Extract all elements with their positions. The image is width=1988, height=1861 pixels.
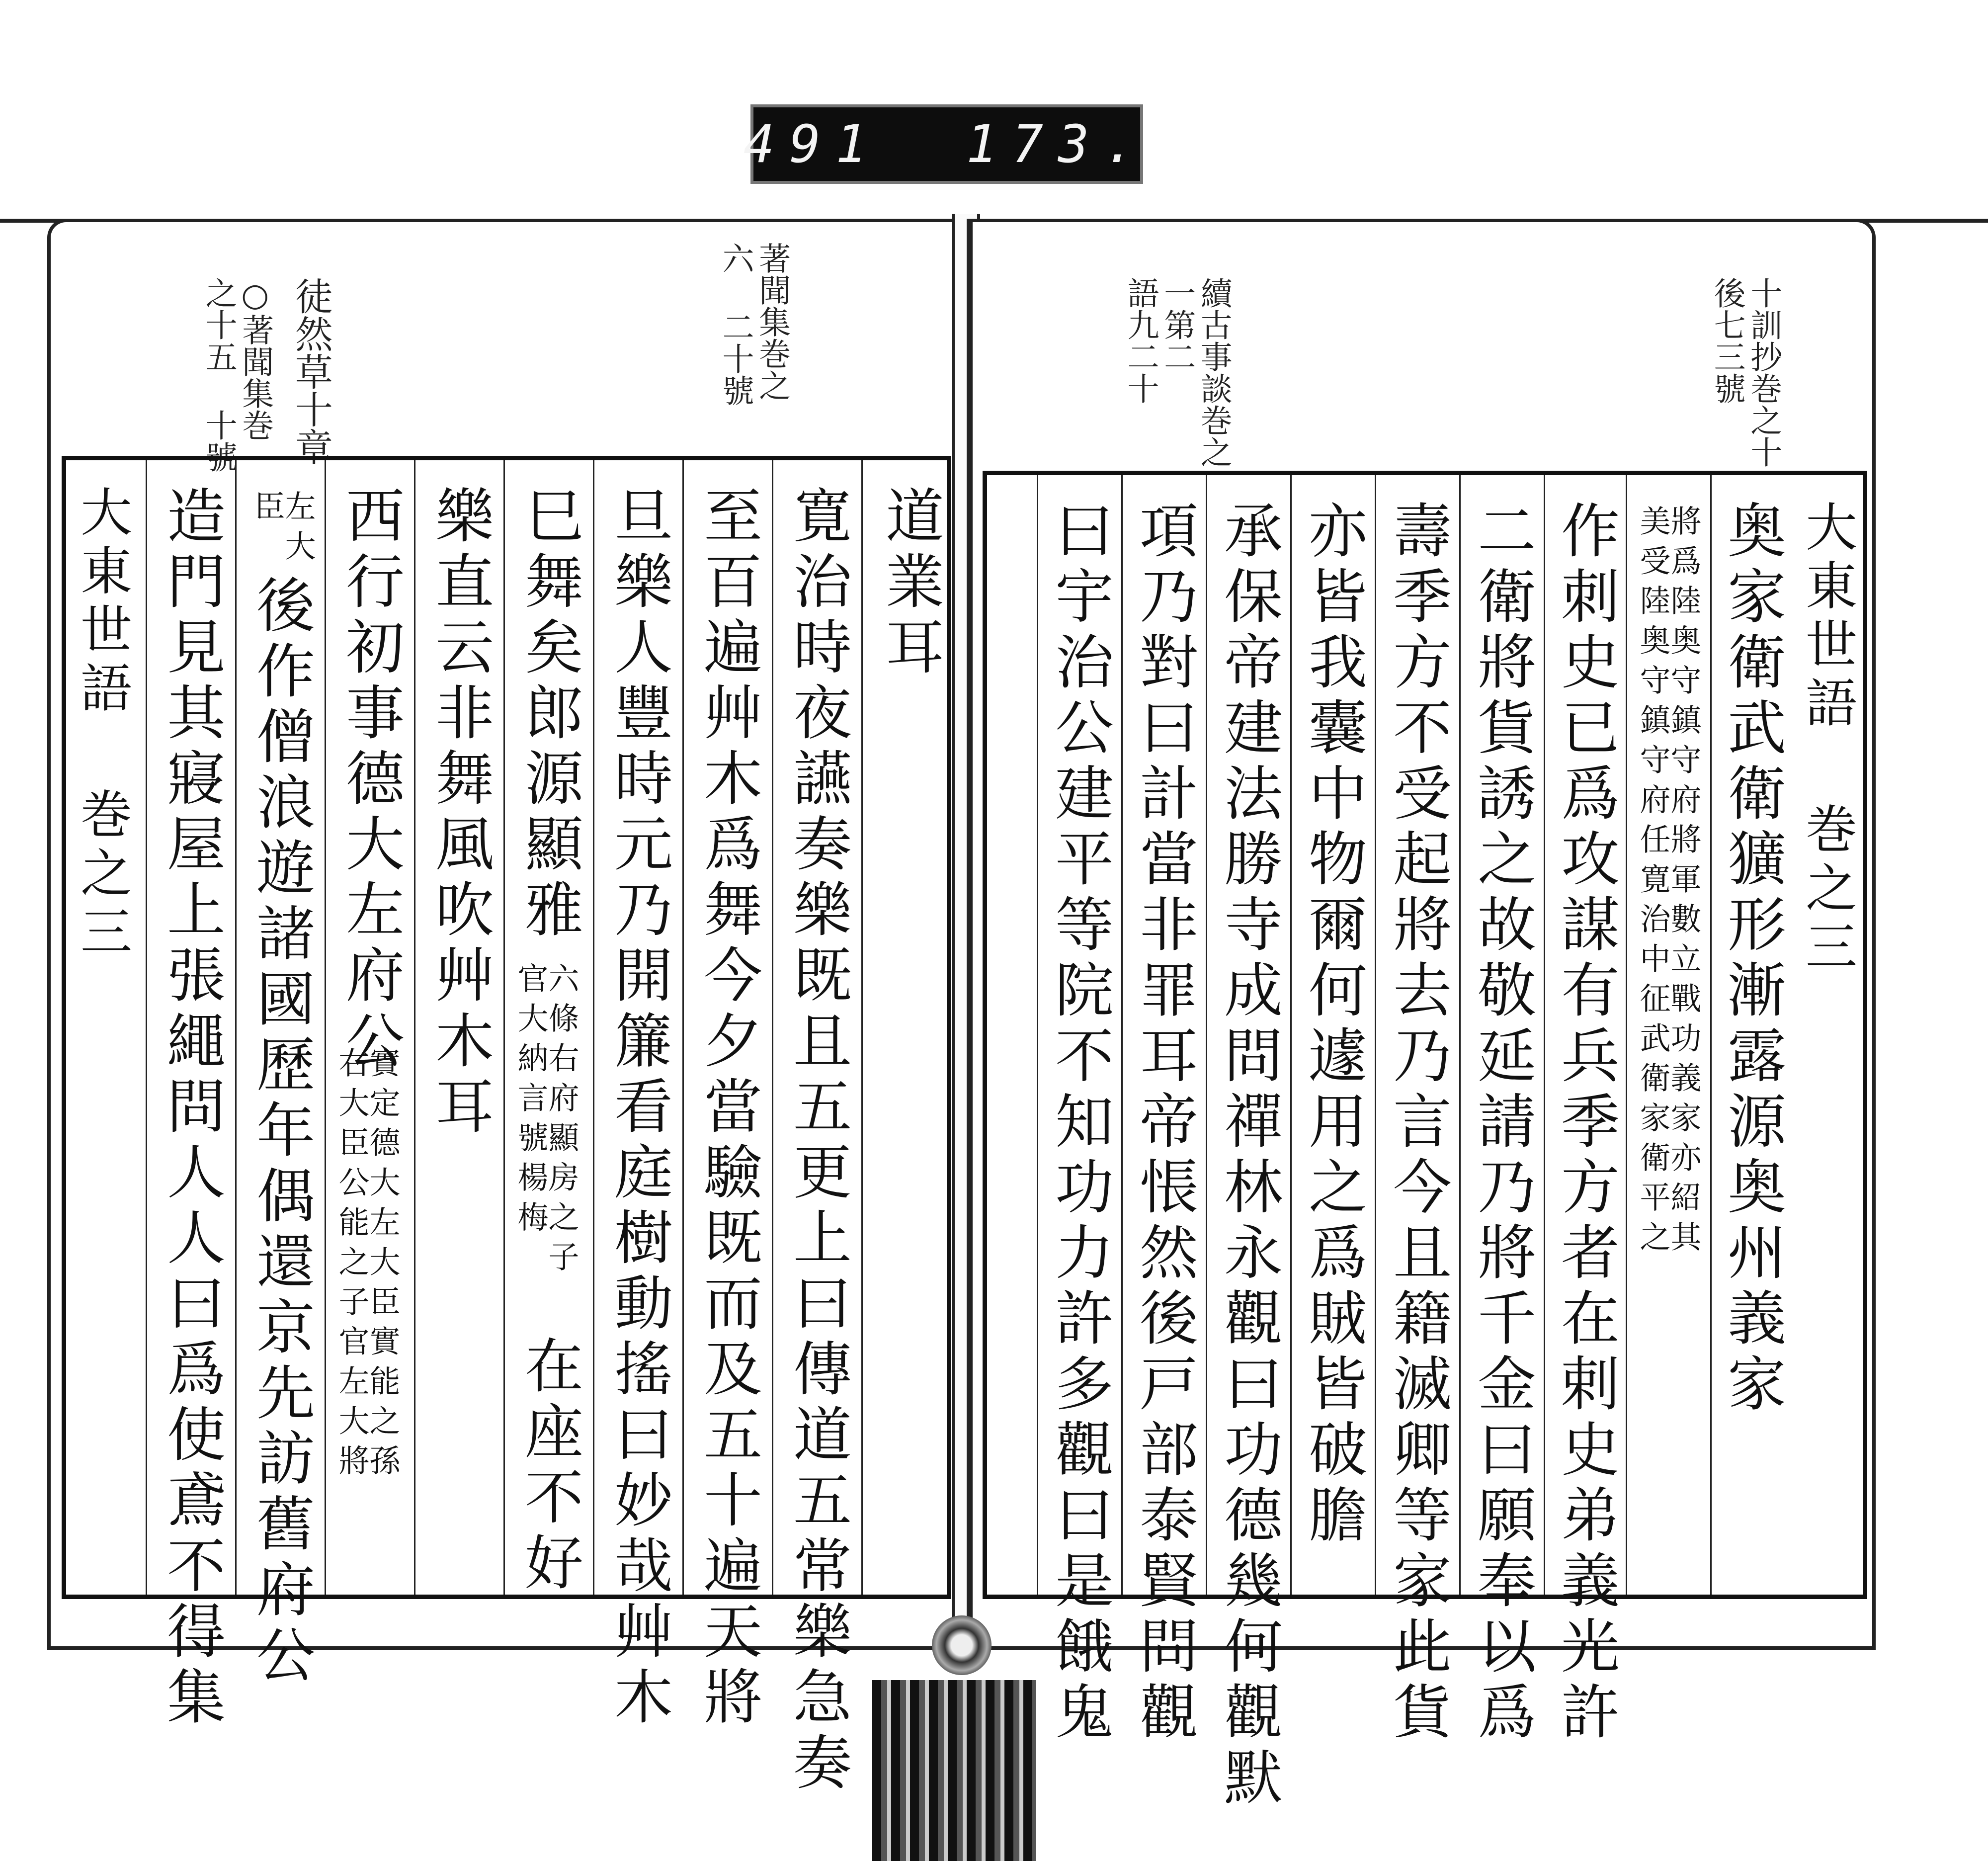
column-text: 寛治時夜讌奏樂既且五更上曰傳道五常樂急奏: [783, 485, 852, 1797]
column-text: 道業耳: [876, 485, 944, 682]
column-text: 二衛將貨誘之故敬延請乃將千金曰願奉以爲: [1468, 500, 1536, 1747]
interlinear-note: 左大 臣: [249, 490, 316, 570]
binding-knot: [932, 1615, 992, 1675]
column-text: 後作僧浪遊諸國歷年偶還京先訪舊府公: [247, 575, 315, 1690]
margin-note: 著聞集巻之 六 二十號: [717, 242, 791, 406]
column-text: 在座不好: [515, 1335, 583, 1598]
text-column: [1121, 475, 1206, 1747]
margin-note: 續古事談巻之 一第二 語九二十: [1122, 277, 1232, 468]
text-column: [593, 460, 682, 1732]
column-text: 至百遍艸木爲舞今夕當驗既而及五十遍天將: [694, 485, 762, 1732]
column-text: 巳舞矣郎源顯雅: [515, 485, 583, 944]
right-text-frame: [983, 471, 1867, 1812]
margin-note: 徒然草十章: [289, 277, 333, 466]
text-column: [1459, 475, 1544, 1747]
margin-note: ○著聞集巻 之十五 十號: [200, 277, 274, 473]
text-column: [772, 460, 861, 1797]
text-column: [235, 460, 325, 1690]
book-title: 大東世語 巻之三: [72, 485, 132, 963]
book-title-column: [66, 460, 146, 1595]
column-text: 亦皆我囊中物爾何遽用之爲賊皆破膽: [1299, 500, 1367, 1550]
text-column: [414, 460, 503, 1595]
text-column: [1206, 475, 1290, 1812]
text-column: [1037, 475, 1121, 1747]
book-title: 大東世語 巻之三: [1797, 500, 1857, 978]
text-column: [1710, 475, 1792, 1595]
column-text: 壽季方不受起將去乃言今且籍滅卿等家此貨: [1383, 500, 1452, 1747]
column-text: 造門見其寢屋上張繩問人人曰爲使鳶不得集: [157, 485, 226, 1732]
margin-note: 十訓抄巻之十 後七三號: [1708, 277, 1782, 468]
text-column: [1544, 475, 1626, 1747]
text-column: [682, 460, 772, 1732]
column-text: 樂直云非舞風吹艸木耳: [425, 485, 494, 1141]
text-column: [146, 460, 235, 1732]
column-text: 承保帝建法勝寺成問禪林永觀曰功德幾何觀默: [1214, 500, 1283, 1812]
column-text: 作刺史已爲攻謀有兵季方者在剌史弟義光許: [1551, 500, 1620, 1747]
text-column: [1290, 475, 1375, 1595]
text-column: [1626, 475, 1710, 1595]
interlinear-note: 實定德大左大臣實能之孫 右大臣公能之子官左大將: [333, 1047, 401, 1484]
book-title-column: [1792, 475, 1867, 1595]
left-page: [47, 219, 966, 1797]
catalog-number-right: 173.: [966, 114, 1151, 174]
right-page: [967, 219, 1876, 1812]
interlinear-note: 六條右府顯房之子 官大納言號楊梅: [512, 962, 580, 1280]
column-text: 旦樂人豐時元乃開簾看庭樹動搖曰妙哉艸木: [604, 485, 673, 1732]
column-text: 西行初事德大左府公: [336, 485, 405, 1076]
text-column: [861, 460, 951, 1595]
catalog-number-left: 491: [743, 114, 882, 174]
column-text: 曰宇治公建平等院不知功力許多觀曰是餓鬼: [1045, 500, 1114, 1747]
interlinear-note: 將爲陸奥守鎮守府將軍數立戰功義家亦紹其 美受陸奥守鎮守府任寛治中征武衛家衛平之: [1635, 505, 1702, 1261]
left-text-frame: [62, 456, 951, 1797]
column-text: 項乃對曰計當非罪耳帝悵然後戸部泰賢問觀: [1130, 500, 1198, 1747]
column-text: 奥家衛武衛獷形漸露源奥州義家: [1718, 500, 1786, 1419]
text-column: [503, 460, 593, 1598]
text-column: [325, 460, 414, 1595]
text-column: [1375, 475, 1459, 1747]
binding-cord: [872, 1680, 1036, 1861]
catalog-number-label: [743, 104, 1151, 184]
